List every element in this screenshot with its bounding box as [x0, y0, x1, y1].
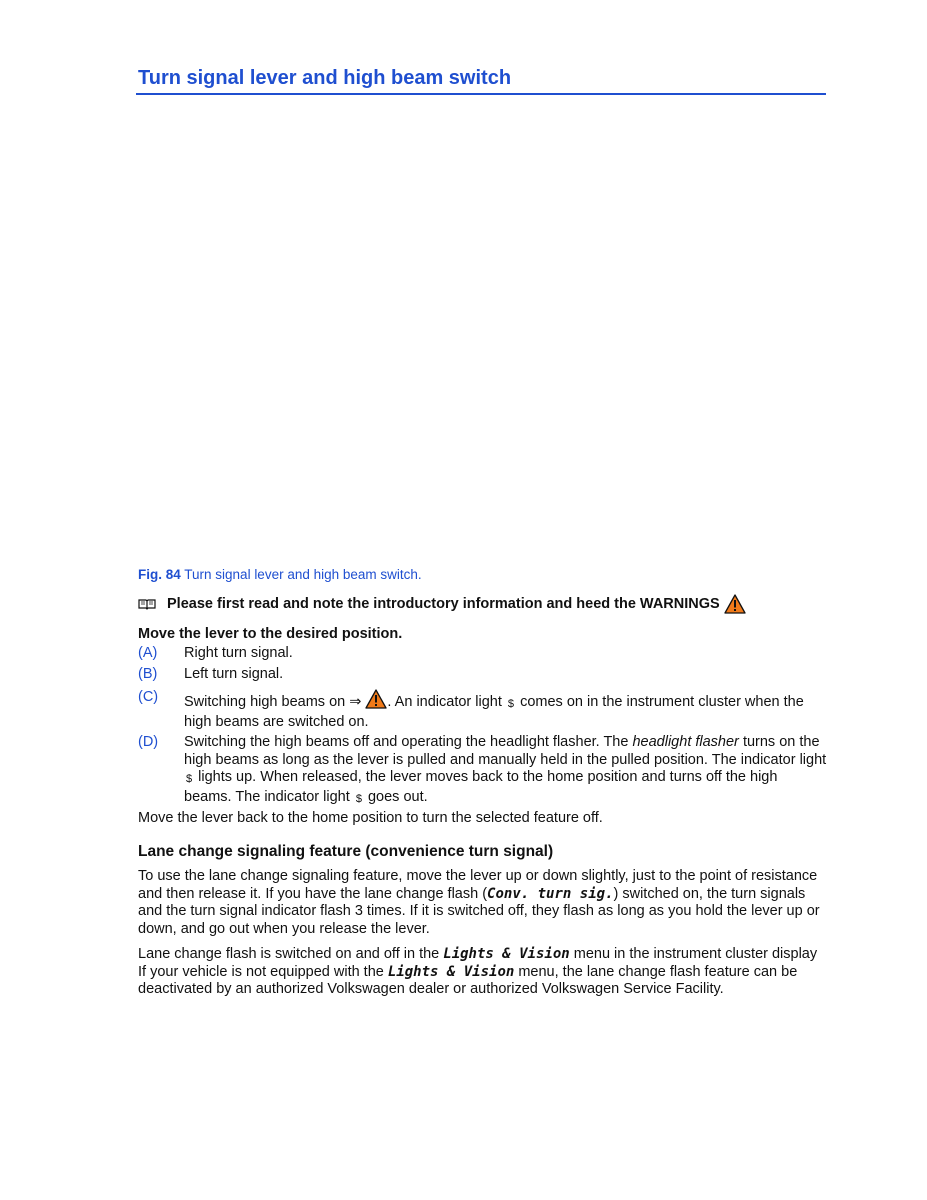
item-text-part: comes on in the instrument cluster when the high beams are switched on. — [184, 694, 804, 730]
item-text-part: turns on the high beams as long as the lever is pulled and manually held in the pulled position. The indicator light — [184, 734, 827, 768]
item-text-part: lights up. When released, the lever moves back to the home position and turns off the high beams. The indicator light — [184, 769, 778, 805]
paragraph-text: To use the lane change signaling feature, move the lever up or down slightly, just to the point of resistance and then release it. If you have the lane change flash ( — [138, 868, 818, 902]
high-beam-indicator-symbol: $ — [355, 792, 362, 805]
figure-image-area — [138, 105, 826, 555]
page-title: Turn signal lever and high beam switch — [138, 67, 512, 89]
home-position-text: Move the lever back to the home position to turn the selected feature off. — [138, 810, 603, 826]
menu-item-name: Lights & Vision — [387, 963, 515, 980]
paragraph-text: ) switched on, the turn signals and the turn signal indicator flash 3 times. If it is switched off, they flash as long as you hold the lever up or down, and go out when you release the lever. — [138, 885, 820, 937]
paragraph-text: menu in the instrument cluster display If your vehicle is not equipped with the — [138, 946, 818, 980]
item-key: (A) — [138, 645, 158, 661]
figure-caption — [138, 567, 422, 582]
list-item-a — [138, 645, 828, 663]
lane-change-paragraph-1 — [138, 868, 828, 938]
paragraph-text: menu, the lane change flash feature can be deactivated by an authorized Volkswagen dealer or authorized Volkswagen Service Facility. — [138, 963, 798, 997]
menu-item-name: Conv. turn sig. — [487, 885, 614, 902]
item-text: Right turn signal. — [184, 645, 293, 661]
item-text — [184, 689, 828, 731]
high-beam-indicator-symbol: $ — [186, 773, 193, 785]
item-text: Left turn signal. — [184, 665, 284, 682]
list-item-b — [138, 666, 828, 684]
paragraph-text: Lane change flash is switched on and off in the — [138, 946, 440, 962]
item-text-italic: headlight flasher — [632, 734, 739, 750]
item-text — [184, 734, 828, 808]
figure-caption-text: Turn signal lever and high beam switch. — [184, 567, 422, 582]
high-beam-indicator-symbol: $ — [507, 698, 515, 710]
warning-triangle-icon — [724, 594, 746, 614]
item-key: (B) — [138, 665, 158, 682]
item-text-part: Switching high beams on ⇒ — [184, 694, 362, 710]
menu-item-name: Lights & Vision — [443, 946, 570, 962]
item-key: (D) — [138, 734, 159, 750]
intro-note — [138, 594, 746, 614]
book-icon — [138, 598, 156, 610]
warning-triangle-icon — [365, 689, 387, 709]
figure-label: Fig. 84 — [138, 567, 181, 582]
lane-change-paragraph-2 — [138, 946, 828, 999]
lane-change-heading: Lane change signaling feature (convenience turn signal) — [138, 843, 554, 860]
item-key: (C) — [138, 689, 159, 705]
list-item-d — [138, 734, 828, 808]
item-text-part: . An indicator light — [387, 694, 502, 710]
intro-text: Please first read and note the introductory information and heed the WARNINGS — [167, 596, 720, 612]
step-heading: Move the lever to the desired position. — [138, 626, 403, 642]
title-divider — [136, 93, 826, 95]
lever-position-list — [138, 645, 828, 808]
list-item-c — [138, 689, 828, 731]
item-text-part: goes out. — [367, 788, 428, 805]
item-text-part: Switching the high beams off and operating the headlight flasher. The — [184, 734, 629, 750]
